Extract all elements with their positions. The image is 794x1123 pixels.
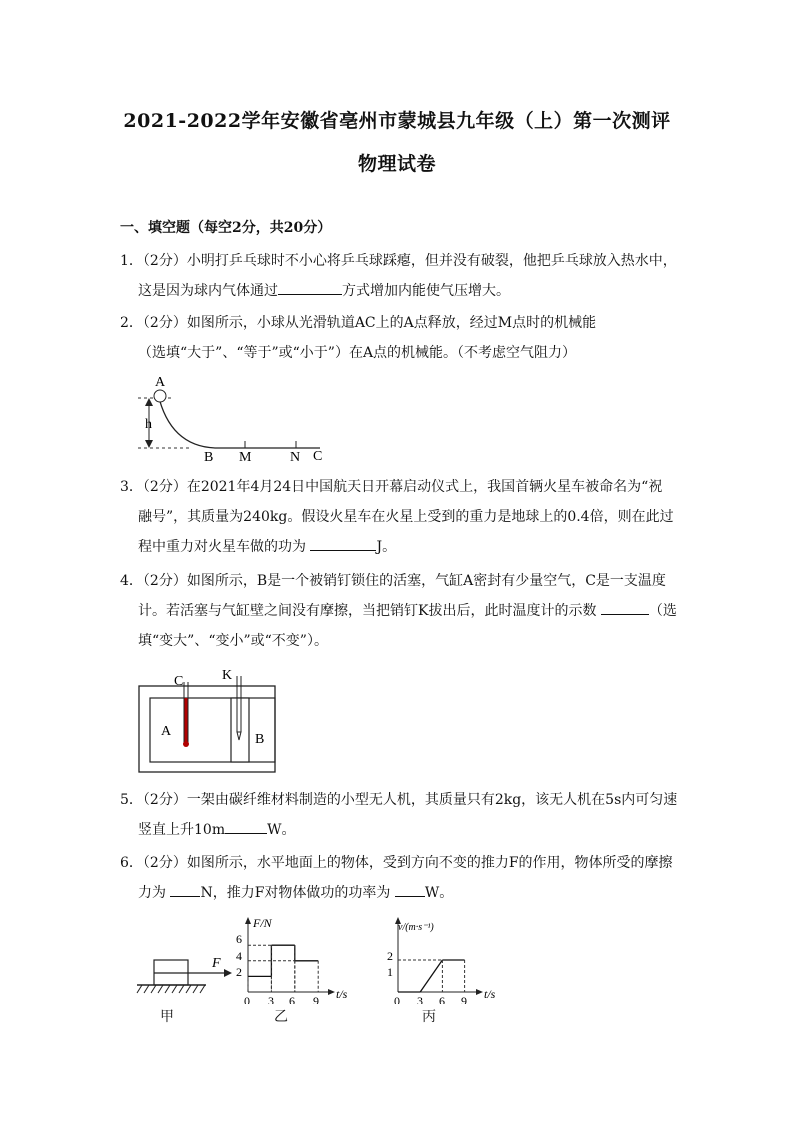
answer-blank[interactable] <box>170 880 200 897</box>
q3-text-b: J。 <box>376 539 397 555</box>
x-axis-label: t/s <box>336 987 348 1001</box>
x-tick-label: 6 <box>439 994 445 1004</box>
x-axis-arrow <box>328 989 335 995</box>
figure-yi-chart <box>228 914 358 1004</box>
q3-line3 <box>120 532 680 562</box>
q6-text-c: W。 <box>424 885 454 901</box>
q4-line2 <box>120 596 680 626</box>
answer-blank[interactable] <box>395 880 425 897</box>
question-2 <box>120 308 680 368</box>
question-5 <box>120 785 680 845</box>
h-arrow-up <box>145 398 153 406</box>
figure-bing-chart <box>382 914 512 1004</box>
piston-B <box>231 698 249 762</box>
q5-text-a: 竖直上升10m <box>138 822 226 838</box>
cylinder-figure <box>138 668 280 778</box>
question-6 <box>120 848 680 908</box>
y-axis-label: v/(m·s⁻¹) <box>398 922 434 933</box>
q5-line2 <box>120 815 680 845</box>
label-A: A <box>155 375 166 390</box>
q3-line1: 3．（2分）在2021年4月24日中国航天日开幕启动仪式上，我国首辆火星车被命名为“祝 <box>120 479 663 495</box>
q1-line2 <box>120 276 680 306</box>
q6-text-a: 力为 <box>138 885 166 901</box>
label-F: F <box>212 956 221 971</box>
question-1 <box>120 246 680 306</box>
y-tick-label: 6 <box>236 932 242 946</box>
y-axis-label: F/N <box>253 916 272 930</box>
label-C: C <box>174 674 184 689</box>
label-B: B <box>255 732 265 747</box>
thermometer-bulb <box>183 741 189 747</box>
x-axis-arrow <box>476 989 483 995</box>
caption-yi: 乙 <box>274 1009 288 1025</box>
caption-bing: 丙 <box>422 1009 436 1025</box>
x-tick-label: 0 <box>244 994 250 1004</box>
question-4 <box>120 566 680 656</box>
track-figure <box>130 372 330 464</box>
track-curve <box>158 394 320 448</box>
answer-blank[interactable] <box>601 598 649 615</box>
y-tick-label: 2 <box>387 949 393 963</box>
section-heading: 一、填空题（每空2分，共20分） <box>120 220 332 236</box>
q2-line1: 2．（2分）如图所示，小球从光滑轨道AC上的A点释放，经过M点时的机械能 <box>120 315 597 331</box>
label-h: h <box>145 417 152 432</box>
q6-line2 <box>120 878 680 908</box>
x-tick-label: 6 <box>289 994 295 1004</box>
q2-line2: （选填“大于”、“等于”或“小于”）在A点的机械能。（不考虑空气阻力） <box>138 345 577 361</box>
q4-text-a: 计。若活塞与气缸壁之间没有摩擦，当把销钉K拔出后，此时温度计的示数 <box>138 603 597 619</box>
label-C: C <box>313 449 323 464</box>
page-title: 2021-2022学年安徽省亳州市蒙城县九年级（上）第一次测评 <box>123 110 671 132</box>
y-tick-label: 2 <box>236 965 242 979</box>
q3-line2: 融号”，其质量为240kg。假设火星车在火星上受到的重力是地球上的0.4倍，则在此过 <box>138 509 674 525</box>
series-segment <box>420 960 442 992</box>
q5-line1: 5．（2分）一架由碳纤维材料制造的小型无人机，其质量只有2kg，该无人机在5s内可匀速 <box>120 792 678 808</box>
x-tick-label: 9 <box>313 994 319 1004</box>
y-tick-label: 4 <box>236 949 242 963</box>
answer-blank[interactable] <box>278 278 342 295</box>
x-tick-label: 0 <box>394 994 400 1004</box>
h-arrow-down <box>145 440 153 448</box>
label-B: B <box>204 450 214 464</box>
page-subtitle: 物理试卷 <box>357 153 436 175</box>
q1-line1: 1．（2分）小明打乒乓球时不小心将乒乓球踩瘪，但并没有破裂，他把乒乓球放入热水中， <box>120 253 677 269</box>
q4-line1: 4．（2分）如图所示，B是一个被销钉锁住的活塞，气缸A密封有少量空气，C是一支温度 <box>120 573 666 589</box>
label-N: N <box>290 450 301 464</box>
answer-blank[interactable] <box>225 817 267 834</box>
x-axis-label: t/s <box>484 987 496 1001</box>
q4-line3: 填“变大”、“变小”或“不变”）。 <box>138 633 328 649</box>
ground-hatch <box>137 985 205 993</box>
q5-text-b: W。 <box>267 822 296 838</box>
label-A: A <box>161 724 172 739</box>
ball <box>154 390 166 402</box>
q1-text-a: 这是因为球内气体通过 <box>138 283 278 299</box>
x-tick-label: 9 <box>461 994 467 1004</box>
q6-line1: 6．（2分）如图所示，水平地面上的物体，受到方向不变的推力F的作用，物体所受的摩擦 <box>120 855 673 871</box>
q6-text-b: N，推力F对物体做功的功率为 <box>200 885 391 901</box>
x-tick-label: 3 <box>417 994 423 1004</box>
y-tick-label: 1 <box>387 965 393 979</box>
q3-text-a: 程中重力对火星车做的功为 <box>138 539 306 555</box>
y-axis-arrow <box>245 917 251 924</box>
q4-text-b: （选 <box>648 603 677 619</box>
question-3 <box>120 472 680 562</box>
label-K: K <box>222 668 233 683</box>
figure-jia <box>136 948 236 1000</box>
label-M: M <box>239 450 252 464</box>
caption-jia: 甲 <box>160 1009 174 1025</box>
q1-text-b: 方式增加内能使气压增大。 <box>342 283 510 299</box>
answer-blank[interactable] <box>310 534 376 551</box>
x-tick-label: 3 <box>268 994 274 1004</box>
cylinder-outer <box>139 686 275 772</box>
